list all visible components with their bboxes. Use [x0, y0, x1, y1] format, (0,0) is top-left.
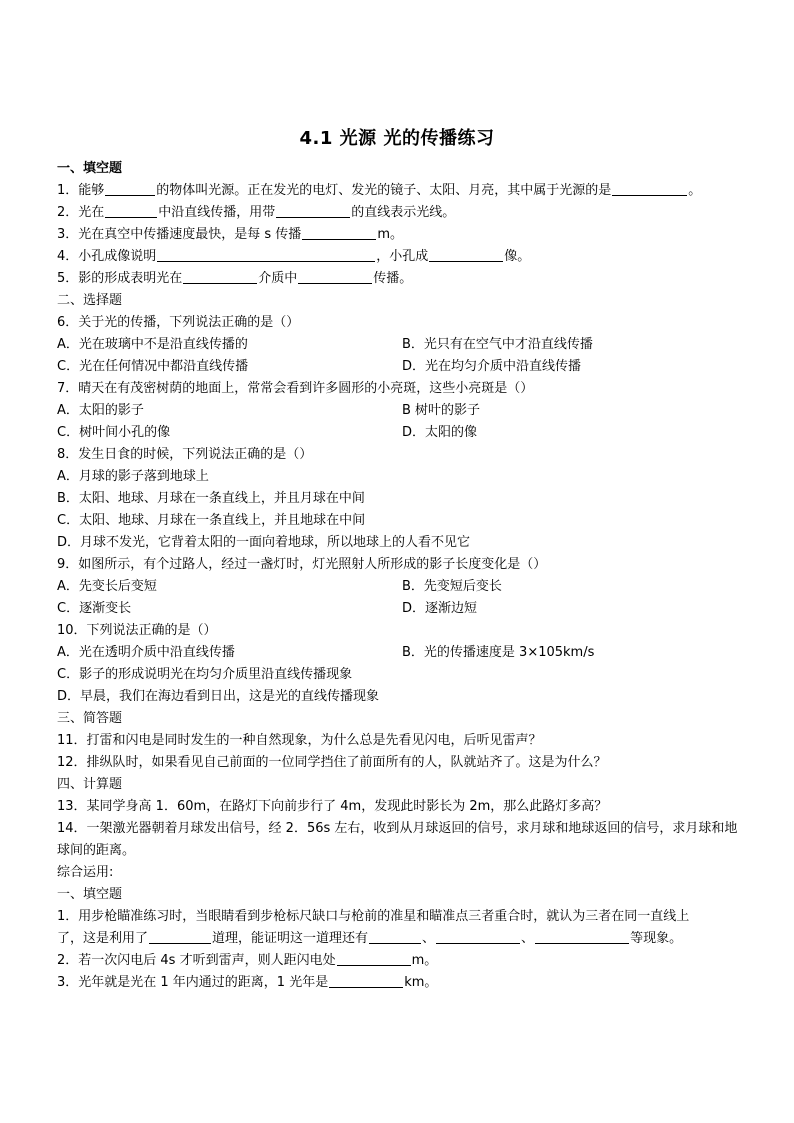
comp-question-2 — [57, 950, 437, 972]
answer-blank[interactable] — [436, 929, 520, 944]
question-text: 传播。 — [373, 271, 413, 286]
answer-blank[interactable] — [105, 203, 157, 218]
question-text: 2．光在 — [57, 205, 105, 220]
question-text: 像。 — [504, 249, 531, 264]
option-d[interactable]: D．光在均匀介质中沿直线传播 — [402, 359, 582, 374]
question-text: 了，这是利用了 — [57, 931, 149, 946]
answer-blank[interactable] — [369, 929, 421, 944]
question-text: 道理，能证明这一道理还有 — [212, 931, 369, 946]
options-row — [57, 334, 593, 356]
answer-blank[interactable] — [429, 247, 503, 262]
answer-blank[interactable] — [302, 225, 376, 240]
section-fill-heading: 一、填空题 — [57, 161, 123, 176]
section-calc-heading: 四、计算题 — [57, 777, 123, 792]
options-row — [57, 642, 595, 664]
answer-blank[interactable] — [276, 203, 350, 218]
option-d[interactable]: D．早晨，我们在海边看到日出，这是光的直线传播现象 — [57, 689, 380, 704]
question-text: 等现象。 — [630, 931, 683, 946]
question-text: 的直线表示光线。 — [351, 205, 456, 220]
question-text: 1．能够 — [57, 183, 105, 198]
answer-blank[interactable] — [337, 951, 411, 966]
question-text: 、 — [521, 931, 535, 946]
section-short-heading: 三、简答题 — [57, 711, 123, 726]
comp-question-1-line1: 1．用步枪瞄准练习时，当眼睛看到步枪标尺缺口与枪前的准星和瞄准点三者重合时，就认为三者在同一直线上 — [57, 909, 690, 924]
question-6: 6．关于光的传播，下列说法正确的是（） — [57, 315, 300, 330]
option-d[interactable]: D．太阳的像 — [402, 425, 478, 440]
question-9: 9．如图所示，有个过路人，经过一盏灯时，灯光照射人所形成的影子长度变化是（） — [57, 557, 547, 572]
option-c[interactable]: C．光在任何情况中都沿直线传播 — [57, 359, 249, 374]
question-text: 3．光年就是光在 1 年内通过的距离，1 光年是 — [57, 975, 329, 990]
answer-blank[interactable] — [298, 269, 372, 284]
question-13: 13．某同学身高 1．60m，在路灯下向前步行了 4m，发现此时影长为 2m，那么此路灯多高？ — [57, 799, 608, 814]
question-text: 3．光在真空中传播速度最快，是每 s 传播 — [57, 227, 302, 242]
option-c[interactable]: C．影子的形成说明光在均匀介质里沿直线传播现象 — [57, 667, 353, 682]
answer-blank[interactable] — [105, 181, 155, 196]
option-b[interactable]: B．光只有在空气中才沿直线传播 — [402, 337, 593, 352]
section-fill2-heading: 一、填空题 — [57, 887, 123, 902]
option-a[interactable]: A．光在玻璃中不是沿直线传播的 — [57, 337, 248, 352]
question-4 — [57, 246, 530, 268]
option-a[interactable]: A．月球的影子落到地球上 — [57, 469, 209, 484]
comp-question-1-line2 — [57, 928, 682, 950]
question-text: 的物体叫光源。正在发光的电灯、发光的镜子、太阳、月亮，其中属于光源的是 — [156, 183, 612, 198]
question-10: 10．下列说法正确的是（） — [57, 623, 217, 638]
section-choice-heading: 二、选择题 — [57, 293, 123, 308]
question-1 — [57, 180, 701, 202]
question-2 — [57, 202, 455, 224]
comp-question-3 — [57, 972, 437, 994]
question-11: 11．打雷和闪电是同时发生的一种自然现象，为什么总是先看见闪电，后听见雷声？ — [57, 733, 542, 748]
option-b[interactable]: B．先变短后变长 — [402, 579, 502, 594]
option-a[interactable]: A．先变长后变短 — [57, 579, 157, 594]
option-b[interactable]: B．光的传播速度是 3×105km/s — [402, 645, 595, 660]
question-3 — [57, 224, 403, 246]
options-row — [57, 576, 502, 598]
question-text: km。 — [404, 975, 438, 990]
option-a[interactable]: A．太阳的影子 — [57, 403, 144, 418]
question-text: ，小孔成 — [376, 249, 429, 264]
question-text: 5．影的形成表明光在 — [57, 271, 183, 286]
option-c[interactable]: C．逐渐变长 — [57, 601, 132, 616]
question-text: 中沿直线传播，用带 — [158, 205, 276, 220]
question-text: 4．小孔成像说明 — [57, 249, 157, 264]
answer-blank[interactable] — [149, 929, 211, 944]
answer-blank[interactable] — [157, 247, 375, 262]
question-text: 、 — [422, 931, 436, 946]
options-row — [57, 598, 478, 620]
answer-blank[interactable] — [612, 181, 687, 196]
question-12: 12．排纵队时，如果看见自己前面的一位同学挡住了前面所有的人，队就站齐了。这是为什么？ — [57, 755, 607, 770]
options-row — [57, 400, 481, 422]
section-comprehensive-heading: 综合运用: — [57, 865, 114, 880]
option-d[interactable]: D．月球不发光，它背着太阳的一面向着地球，所以地球上的人看不见它 — [57, 535, 471, 550]
option-a[interactable]: A．光在透明介质中沿直线传播 — [57, 645, 235, 660]
question-5 — [57, 268, 412, 290]
question-text: m。 — [377, 227, 403, 242]
question-7: 7．晴天在有茂密树荫的地面上，常常会看到许多圆形的小亮斑，这些小亮斑是（） — [57, 381, 534, 396]
answer-blank[interactable] — [329, 973, 403, 988]
options-row — [57, 422, 478, 444]
question-text: 。 — [688, 183, 702, 198]
option-d[interactable]: D．逐渐边短 — [402, 601, 478, 616]
option-c[interactable]: C．树叶间小孔的像 — [57, 425, 171, 440]
option-b[interactable]: B 树叶的影子 — [402, 403, 481, 418]
question-text: 2．若一次闪电后 4s 才听到雷声，则人距闪电处 — [57, 953, 336, 968]
question-8: 8．发生日食的时候，下列说法正确的是（） — [57, 447, 313, 462]
question-text: m。 — [411, 953, 438, 968]
option-c[interactable]: C．太阳、地球、月球在一条直线上，并且地球在中间 — [57, 513, 366, 528]
question-14: 14．一架激光器朝着月球发出信号，经 2．56s 左右，收到从月球返回的信号，求月球和地球返回的信号，求月球和地球间的距离。 — [57, 821, 738, 858]
answer-blank[interactable] — [535, 929, 629, 944]
option-b[interactable]: B．太阳、地球、月球在一条直线上，并且月球在中间 — [57, 491, 365, 506]
question-text: 介质中 — [258, 271, 298, 286]
options-row — [57, 356, 582, 378]
answer-blank[interactable] — [183, 269, 257, 284]
page-title: 4.1 光源 光的传播练习 — [299, 128, 495, 149]
